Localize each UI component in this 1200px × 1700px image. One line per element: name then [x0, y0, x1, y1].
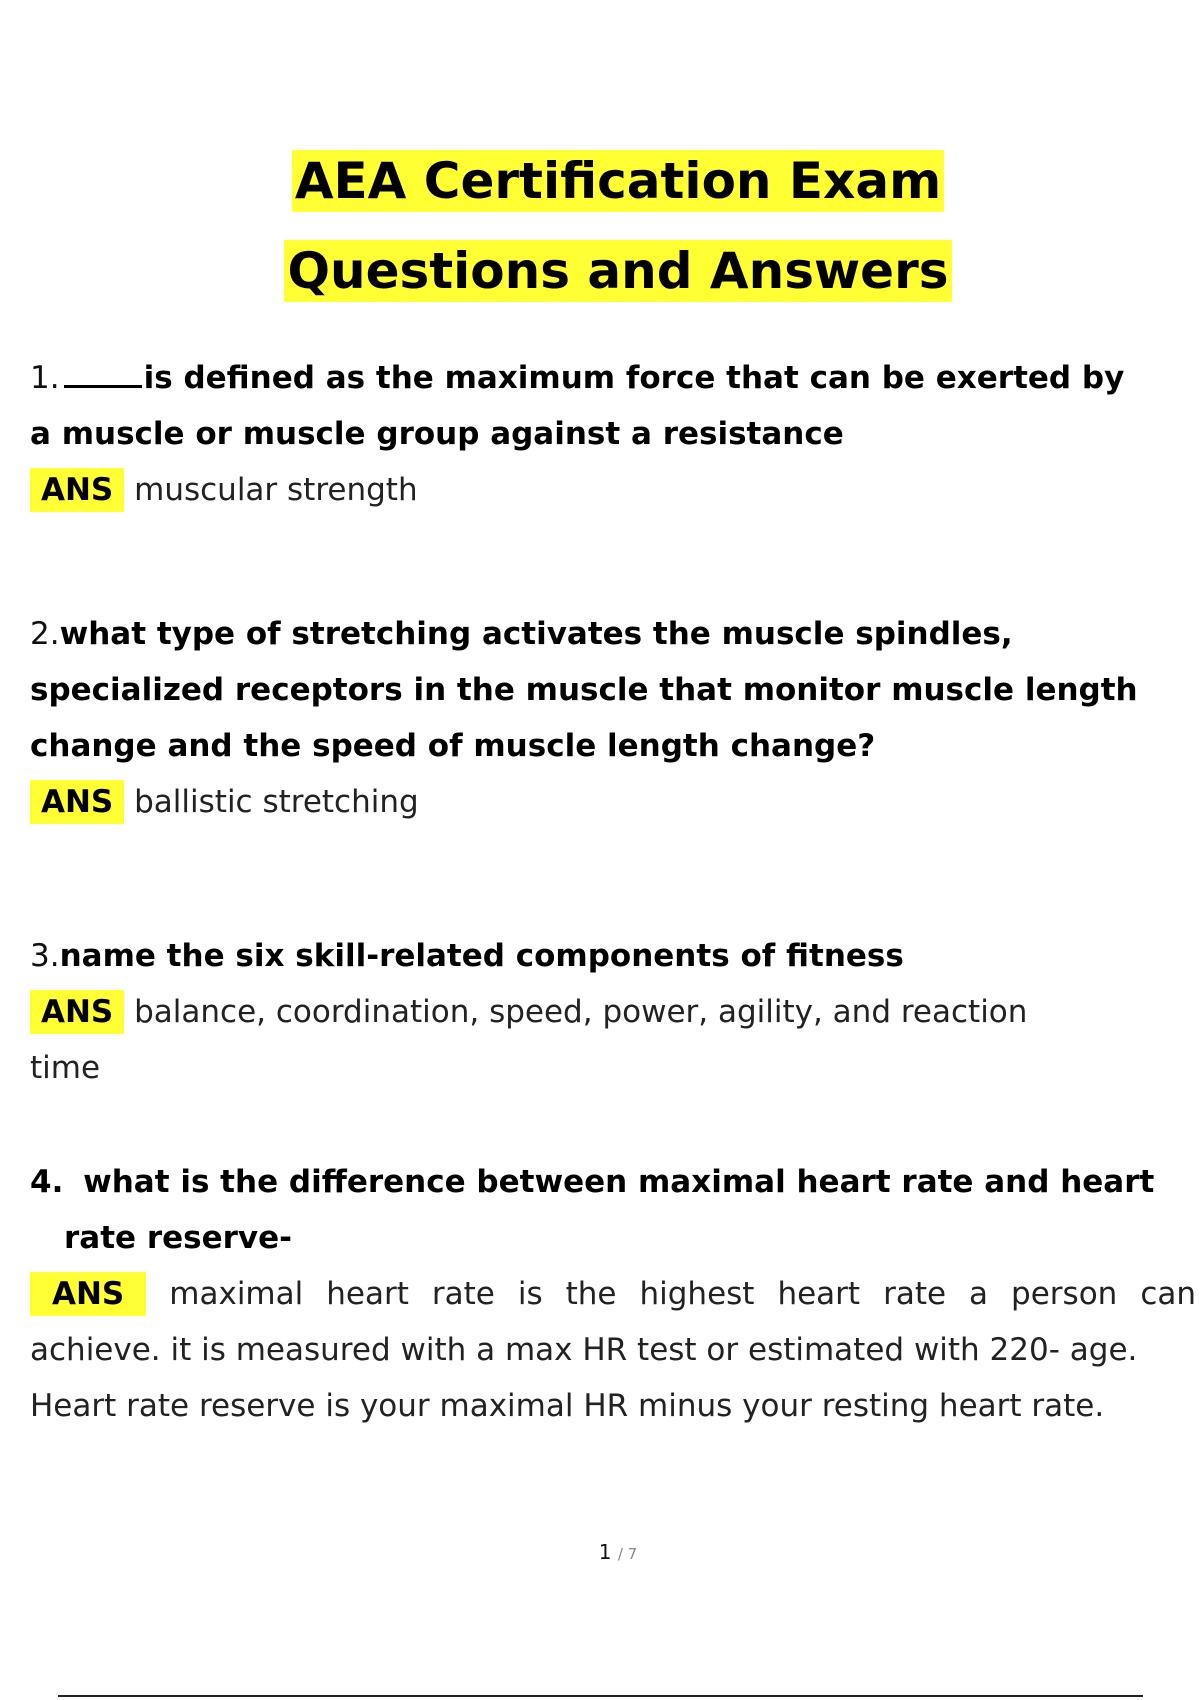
- question-4-line-1: [30, 1154, 1200, 1210]
- question-3: [30, 928, 1200, 1096]
- question-2-line-1: [30, 606, 1200, 662]
- document-title: [0, 150, 1200, 330]
- page-current: 1: [598, 1540, 612, 1564]
- title-line-1: AEA Certification Exam: [292, 150, 944, 212]
- question-2-line-3: [30, 718, 1200, 774]
- answer-4-text-2: achieve. it is measured with a max HR test or estimated with 220- age.: [30, 1332, 1138, 1368]
- answer-4-text: maximal heart rate is the highest heart rate a person can: [169, 1276, 1197, 1312]
- question-1-text: is defined as the maximum force that can be exerted by: [143, 360, 1125, 396]
- question-1-number: 1.: [30, 360, 60, 396]
- question-4-text-2: rate reserve-: [64, 1220, 293, 1256]
- answer-3: [30, 984, 1200, 1040]
- title-line-2: Questions and Answers: [284, 240, 951, 302]
- question-4-text: what is the difference between maximal heart rate and heart: [83, 1164, 1155, 1200]
- answer-3-continued: [30, 1040, 1200, 1096]
- page-number: [0, 1540, 1200, 1564]
- answer-2: [30, 774, 1200, 830]
- answer-1: [30, 462, 1200, 518]
- question-1: [30, 350, 1200, 518]
- question-1-line-1: [30, 350, 1200, 406]
- answer-4: [30, 1266, 1196, 1322]
- answer-2-text: ballistic stretching: [134, 784, 419, 820]
- question-2: [30, 606, 1200, 830]
- ans-label: ANS: [30, 780, 124, 824]
- question-2-text-2: specialized receptors in the muscle that monitor muscle length: [30, 672, 1138, 708]
- answer-4-continued: [30, 1322, 1200, 1378]
- answer-3-text: balance, coordination, speed, power, agility, and reaction: [134, 994, 1028, 1030]
- fill-in-blank: [64, 359, 142, 388]
- question-3-number: 3.: [30, 938, 60, 974]
- page-total: / 7: [617, 1545, 638, 1563]
- question-1-text-2: a muscle or muscle group against a resistance: [30, 416, 844, 452]
- question-3-line-1: [30, 928, 1200, 984]
- question-4-number: 4.: [30, 1164, 64, 1200]
- ans-label: ANS: [30, 990, 124, 1034]
- question-4-line-2: [30, 1210, 1200, 1266]
- answer-4-text-3: Heart rate reserve is your maximal HR minus your resting heart rate.: [30, 1388, 1105, 1424]
- ans-label: ANS: [30, 468, 124, 512]
- footer-divider: [58, 1695, 1143, 1697]
- ans-label: ANS: [30, 1272, 146, 1316]
- question-2-number: 2.: [30, 616, 60, 652]
- answer-4-continued-2: [30, 1378, 1200, 1434]
- question-1-line-2: [30, 406, 1200, 462]
- question-4: [30, 1154, 1200, 1434]
- question-2-text-3: change and the speed of muscle length change?: [30, 728, 876, 764]
- answer-3-text-2: time: [30, 1050, 101, 1086]
- answer-1-text: muscular strength: [134, 472, 418, 508]
- question-2-text: what type of stretching activates the muscle spindles,: [59, 616, 1013, 652]
- question-2-line-2: [30, 662, 1200, 718]
- question-3-text: name the six skill-related components of fitness: [59, 938, 904, 974]
